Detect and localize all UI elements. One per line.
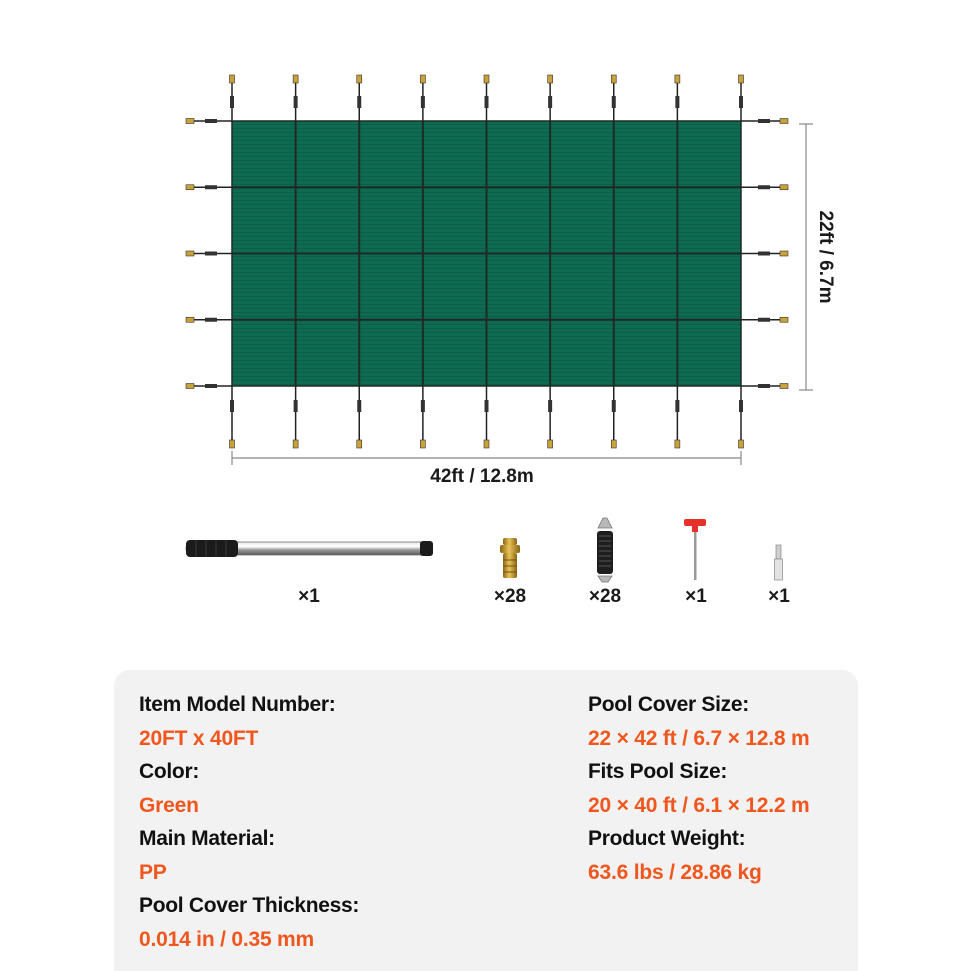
strap-spring-bottom xyxy=(294,400,298,412)
strap-spring-left xyxy=(205,185,217,189)
quantity-brass-anchor: ×28 xyxy=(493,586,527,607)
strap-spring-bottom xyxy=(548,400,552,412)
strap-spring-top xyxy=(294,96,298,108)
spec-label-color: Color: xyxy=(139,760,200,783)
strap-buckle-bottom xyxy=(420,440,425,448)
installation-tool-icon xyxy=(775,545,783,580)
strap-buckle-left xyxy=(186,384,194,389)
spec-panel xyxy=(114,670,858,971)
strap-buckle-right xyxy=(780,119,788,124)
strap-buckle-right xyxy=(780,317,788,322)
spec-value-thickness: 0.014 in / 0.35 mm xyxy=(139,927,315,951)
installation-rod-icon xyxy=(186,540,433,557)
strap-spring-top xyxy=(548,96,552,108)
height-dimension xyxy=(799,124,836,390)
strap-buckle-bottom xyxy=(548,440,553,448)
spec-label-thickness: Pool Cover Thickness: xyxy=(139,894,360,917)
quantity-allen-key: ×1 xyxy=(685,586,707,607)
spec-label-model: Item Model Number: xyxy=(139,693,336,716)
strap-spring-right xyxy=(758,185,770,189)
strap-buckle-left xyxy=(186,251,194,256)
strap-buckle-top xyxy=(230,75,235,83)
strap-buckle-top xyxy=(293,75,298,83)
spec-value-material: PP xyxy=(139,860,167,884)
strap-spring-top xyxy=(675,96,679,108)
strap-buckle-right xyxy=(780,384,788,389)
spec-value-cover-size: 22 × 42 ft / 6.7 × 12.8 m xyxy=(588,726,810,750)
strap-spring-bottom xyxy=(485,400,489,412)
height-label: 22ft / 6.7m xyxy=(815,210,836,304)
strap-spring-top xyxy=(230,96,234,108)
strap-buckle-top xyxy=(611,75,616,83)
strap-spring-left xyxy=(205,252,217,256)
strap-buckle-top xyxy=(739,75,744,83)
spec-value-color: Green xyxy=(139,793,199,817)
strap-buckle-top xyxy=(484,75,489,83)
strap-buckle-bottom xyxy=(293,440,298,448)
strap-spring-left xyxy=(205,119,217,123)
strap-buckle-left xyxy=(186,185,194,190)
strap-spring-top xyxy=(612,96,616,108)
strap-buckle-right xyxy=(780,185,788,190)
strap-spring-top xyxy=(357,96,361,108)
spring-icon xyxy=(597,518,613,582)
strap-spring-bottom xyxy=(675,400,679,412)
strap-spring-top xyxy=(739,96,743,108)
strap-buckle-top xyxy=(548,75,553,83)
spec-value-fits-pool: 20 × 40 ft / 6.1 × 12.2 m xyxy=(588,793,810,817)
strap-buckle-bottom xyxy=(484,440,489,448)
strap-spring-left xyxy=(205,384,217,388)
strap-buckle-bottom xyxy=(675,440,680,448)
strap-spring-bottom xyxy=(357,400,361,412)
strap-buckle-left xyxy=(186,317,194,322)
spec-value-model: 20FT x 40FT xyxy=(139,726,259,750)
strap-spring-top xyxy=(421,96,425,108)
quantity-spring: ×28 xyxy=(588,586,622,607)
strap-buckle-bottom xyxy=(611,440,616,448)
quantity-installation-tool: ×1 xyxy=(768,586,790,607)
spec-label-weight: Product Weight: xyxy=(588,827,746,850)
strap-spring-bottom xyxy=(230,400,234,412)
strap-spring-bottom xyxy=(739,400,743,412)
spec-column-right xyxy=(588,688,809,889)
quantity-installation-rod: ×1 xyxy=(298,586,320,607)
brass-anchor-icon xyxy=(500,538,520,578)
strap-buckle-top xyxy=(675,75,680,83)
strap-spring-right xyxy=(758,318,770,322)
strap-spring-right xyxy=(758,384,770,388)
strap-buckle-right xyxy=(780,251,788,256)
width-dimension xyxy=(232,451,741,487)
strap-spring-top xyxy=(485,96,489,108)
strap-buckle-left xyxy=(186,119,194,124)
strap-buckle-top xyxy=(420,75,425,83)
spec-label-cover-size: Pool Cover Size: xyxy=(588,693,749,716)
spec-label-material: Main Material: xyxy=(139,827,275,850)
spec-value-weight: 63.6 lbs / 28.86 kg xyxy=(588,860,762,884)
strap-buckle-bottom xyxy=(230,440,235,448)
strap-spring-bottom xyxy=(612,400,616,412)
strap-buckle-top xyxy=(357,75,362,83)
spec-column-left xyxy=(139,688,359,956)
strap-spring-bottom xyxy=(421,400,425,412)
strap-spring-left xyxy=(205,318,217,322)
allen-key-icon xyxy=(684,519,706,580)
strap-spring-right xyxy=(758,119,770,123)
strap-buckle-bottom xyxy=(739,440,744,448)
strap-buckle-bottom xyxy=(357,440,362,448)
spec-label-fits-pool: Fits Pool Size: xyxy=(588,760,728,783)
width-label: 42ft / 12.8m xyxy=(430,466,534,487)
strap-spring-right xyxy=(758,252,770,256)
